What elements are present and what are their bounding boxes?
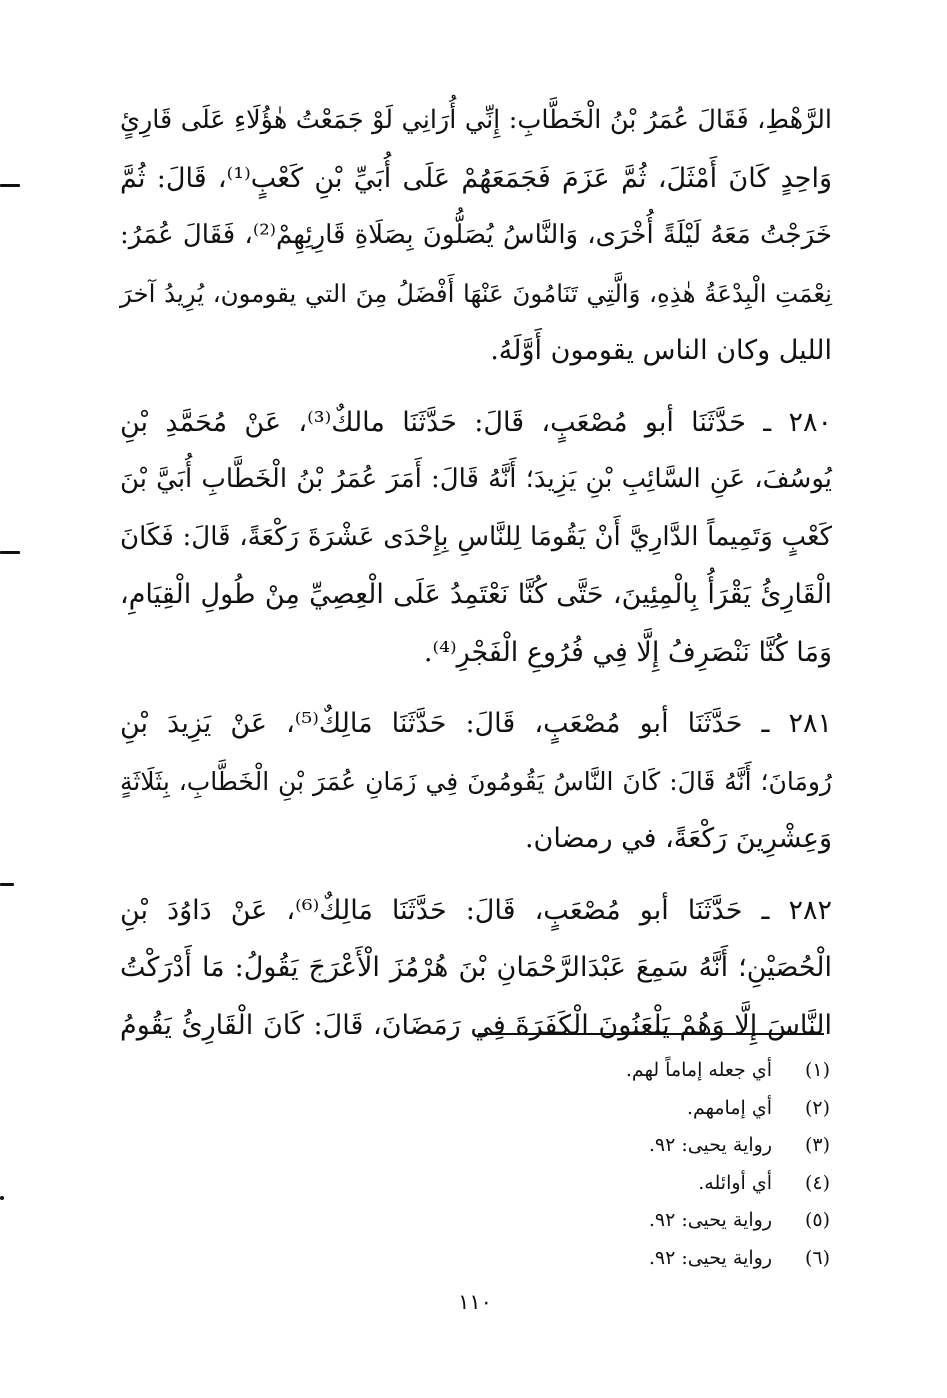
- page-number: ١١٠: [458, 1290, 492, 1314]
- text-line: ٢٨١ ـ حَدَّثَنَا أبو مُصْعَبٍ، قَالَ: حَدَّثَنَا مَالِكٌ⁽⁵⁾، عَنْ يَزِيدَ بْنِ: [120, 708, 832, 739]
- footnotes: [460, 1052, 830, 1277]
- footnote-number: (٥): [804, 1209, 830, 1231]
- text-line: الليل وكان الناس يقومون أَوَّلَهُ.: [490, 335, 832, 366]
- footnote: [460, 1090, 830, 1128]
- main-text: [120, 92, 832, 1068]
- text-line: ٢٨٠ ـ حَدَّثَنَا أبو مُصْعَبٍ، قَالَ: حَدَّثَنَا مالكٌ⁽³⁾، عَنْ مُحَمَّدِ بْنِ: [120, 406, 833, 438]
- text-line: النَّاسَ إِلَّا وَهُمْ يَلْعَنُونَ الْكَفَرَةَ فِي رَمَضَانَ، قَالَ: كَانَ الْقَارِئُ يَقُومُ: [120, 1009, 832, 1041]
- footnote-number: (٤): [804, 1171, 830, 1194]
- footnote: [460, 1202, 830, 1240]
- footnote-number: (٦): [804, 1246, 830, 1269]
- text-line: خَرَجْتُ مَعَهُ لَيْلَةً أُخْرَى، وَالنَّاسُ يُصَلُّونَ بِصَلَاةِ قَارِئِهِمْ⁽²⁾، فَقَالَ عُمَرُ:: [120, 220, 832, 250]
- footnote-number: (٢): [804, 1096, 830, 1119]
- text-line: وَعِشْرِينَ رَكْعَةً، في رمضان.: [524, 823, 832, 854]
- margin-mark: [0, 551, 20, 554]
- footnote: [460, 1165, 830, 1203]
- text-line: ٢٨٢ ـ حَدَّثَنَا أبو مُصْعَبٍ، قَالَ: حَدَّثَنَا مَالِكٌ⁽⁶⁾، عَنْ دَاوُدَ بْنِ: [120, 894, 832, 926]
- footnote: [460, 1052, 830, 1090]
- footnote-text: أي إمامهم.: [686, 1096, 772, 1119]
- text-line: كَعْبٍ وَتَمِيماً الدَّارِيَّ أَنْ يَقُومَا لِلنَّاسِ بِإِحْدَى عَشْرَةَ رَكْعَةً، قَالَ: فَكَانَ: [120, 521, 832, 552]
- footnote-text: أي جعله إماماً لهم.: [625, 1059, 772, 1081]
- footnote-number: (١): [804, 1059, 830, 1081]
- text-line: رُومَانَ؛ أَنَّهُ قَالَ: كَانَ النَّاسُ يَقُومُونَ فِي زَمَانِ عُمَرَ بْنِ الْخَطَّابِ، بِثَلَاثَةٍ: [120, 766, 832, 796]
- paragraph-hadith-282: [120, 882, 832, 1055]
- text-line: الرَّهْطِ، فَقَالَ عُمَرُ بْنُ الْخَطَّابِ: إِنِّي أُرَانِي لَوْ جَمَعْتُ هٰؤُلَاءِ عَلَى قَارِئٍ: [120, 105, 832, 135]
- footnote-text: رواية يحيى: ٩٢.: [648, 1209, 772, 1231]
- footnote-text: رواية يحيى: ٩٢.: [648, 1134, 772, 1156]
- footnote-number: (٣): [804, 1134, 830, 1156]
- paragraph-hadith-280: [120, 394, 832, 682]
- text-line: وَمَا كُنَّا نَنْصَرِفُ إِلَّا فِي فُرُوعِ الْفَجْرِ⁽⁴⁾.: [423, 636, 832, 668]
- footnote-text: رواية يحيى: ٩٢.: [648, 1246, 772, 1269]
- margin-mark: [0, 184, 20, 187]
- footnote-divider: [478, 1033, 824, 1035]
- footnote: [460, 1240, 830, 1278]
- footnote-text: أي أوائله.: [698, 1171, 772, 1194]
- text-line: الْحُصَيْنِ؛ أَنَّهُ سَمِعَ عَبْدَالرَّحْمَانِ بْنَ هُرْمُزَ الْأَعْرَجَ يَقُولُ: مَا أَدْرَكْتُ: [120, 952, 832, 983]
- text-line: يُوسُفَ، عَنِ السَّائِبِ بْنِ يَزِيدَ؛ أَنَّهُ قَالَ: أَمَرَ عُمَرُ بْنُ الْخَطَّابِ أُبَيَّ بْنَ: [120, 464, 832, 494]
- paragraph-hadith-281: [120, 695, 832, 868]
- text-line: نِعْمَتِ الْبِدْعَةُ هٰذِهِ، وَالَّتِي تَنَامُونَ عَنْهَا أَفْضَلُ مِنَ التي يقومون، يُرِيدُ آخرَ: [120, 278, 832, 308]
- margin-mark: [0, 883, 14, 886]
- paragraph-continuation: [120, 92, 832, 380]
- text-line: الْقَارِئُ يَقْرَأُ بِالْمِئِينَ، حَتَّى كُنَّا نَعْتَمِدُ عَلَى الْعِصِيِّ مِنْ طُولِ الْقِيَامِ،: [120, 579, 832, 610]
- footnote: [460, 1127, 830, 1165]
- margin-dot: [0, 1196, 4, 1200]
- text-line: وَاحِدٍ كَانَ أَمْثَلَ، ثُمَّ عَزَمَ فَجَمَعَهُمْ عَلَى أُبَيِّ بْنِ كَعْبٍ⁽¹⁾، قَالَ: ثُمَّ: [120, 162, 832, 194]
